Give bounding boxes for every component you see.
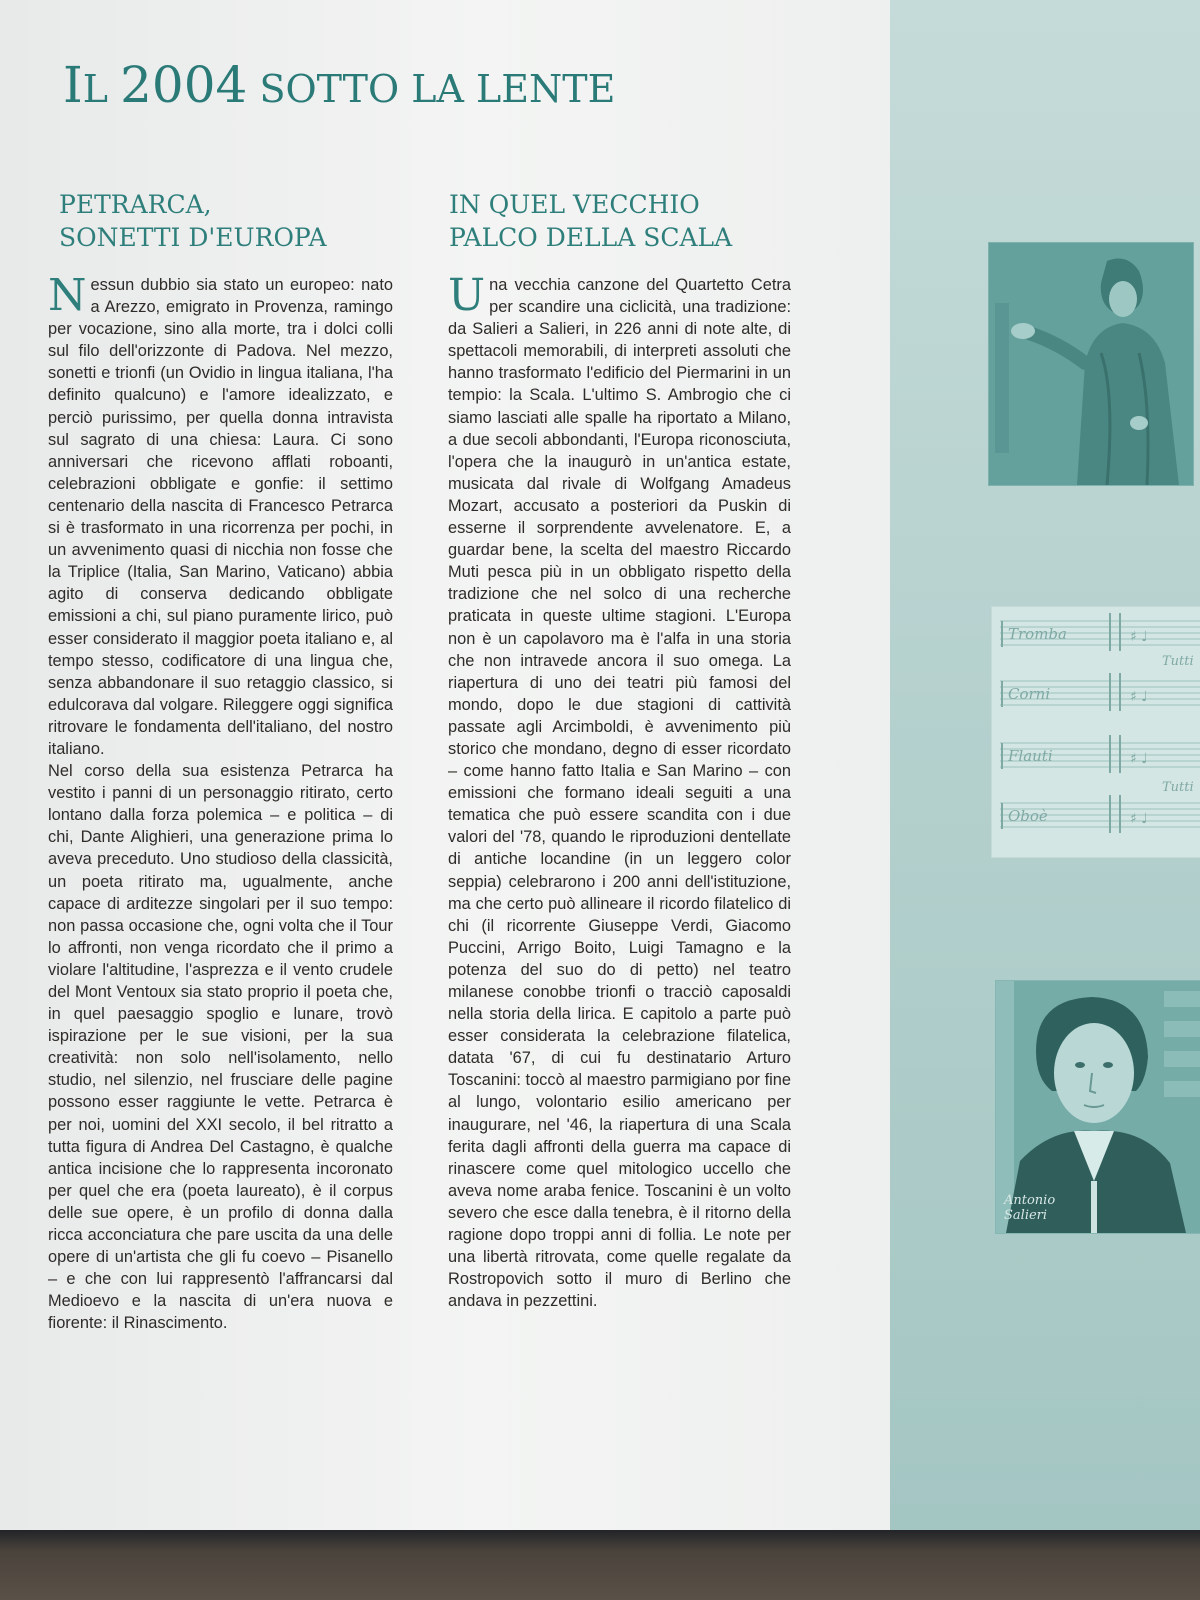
- left-column-heading: [59, 188, 327, 254]
- left-column-text: [48, 270, 393, 1335]
- salieri-caption-line-2: Salieri: [1004, 1208, 1048, 1223]
- salieri-caption-line-1: Antonio: [1004, 1193, 1056, 1208]
- left-paragraph-1-text: essun dubbio sia stato un europeo: nato a Arezzo, emigrato in Provenza, ramingo per vocazione, sino alla morte, tra i dolci colli sul filo dell'orizzonte di Padova. Nel mezzo, sonetti e trionfi (un Ovidio in lingua italiana, l'ha definito qualcuno) e l'amore idealizzato, e perciò purissimo, per quella donna intravista sul sagrato di una chiesa: Laura. Ci sono anniversari che ricevono afflati roboanti, celebrazioni obbligate e gonfie: il settimo centenario della nascita di Francesco Petrarca si è trasformato in una ricorrenza per pochi, in un avvenimento quasi di nicchia non fosse che la Triplice (Italia, San Marino, Vaticano) abbia agito di conserva dedicando obbligate emissioni a chi, sul piano puramente lirico, può esser considerato il maggior poeta italiano e, al tempo stesso, codificatore di una lingua che, senza abbandonare il suo retaggio classico, si edulcorava dal volgare. Rileggere oggi significa ritrovare le fondamenta dell'italiano, del nostro italiano.: [48, 276, 393, 758]
- score-label-corni: Corni: [1008, 685, 1051, 703]
- svg-text:♯ ♩: ♯ ♩: [1130, 689, 1148, 705]
- side-panel: [890, 0, 1200, 1530]
- right-heading-line-2: PALCO DELLA SCALA: [449, 223, 733, 252]
- left-heading-line-1: PETRARCA,: [59, 190, 212, 219]
- salieri-caption: [1004, 1193, 1064, 1223]
- right-paragraph-1: [448, 270, 791, 1312]
- svg-text:♯ ♩: ♯ ♩: [1130, 751, 1148, 767]
- score-label-tromba: Tromba: [1008, 625, 1067, 643]
- score-side-mark-1: Tutti: [1162, 654, 1194, 669]
- title-initial: I: [63, 56, 83, 114]
- svg-text:♯ ♩: ♯ ♩: [1130, 629, 1148, 645]
- left-paragraph-2: Nel corso della sua esistenza Petrarca ha vestito i panni di un personaggio ritirato, certo lontano dalla forza polemica – e politica – di chi, Dante Alighieri, una generazione prima lo aveva preceduto. Uno studioso della classicità, un poeta ritirato ma, ugualmente, anche capace di arditezze singolari per il suo tempo: non passa occasione che, ogni volta che il Tour lo affronti, non venga ricordato che il primo a violare l'altitudine, l'asprezza e il vento crudele del Mont Ventoux sia stato proprio il poeta che, in quel paesaggio spoglio e lunare, trovò ispirazione per le sue visioni, per la sua creatività: non solo nell'isolamento, nello studio, nel silenzio, nel frusciare delle pagine possono esser raggiunte le vette. Petrarca è per noi, uomini del XXI secolo, il bel ritratto a tutta figura di Andrea Del Castagno, è qualche antica incisione che lo rappresenta incoronato per quel che era (poeta laureato), è il corpus delle sue opere, è un profilo di donna dalla ricca acconciatura che pare uscita da una delle opere di un'artista che gli fu coevo – Pisanello – e che con lui rappresentò l'affrancarsi dal Medioevo e la nascita di un'era nuova e fiorente: il Rinascimento.: [48, 762, 393, 1333]
- svg-text:♯ ♩: ♯ ♩: [1130, 811, 1148, 827]
- title-initial-rest: L: [82, 67, 108, 111]
- music-score-image: [991, 606, 1200, 858]
- right-dropcap: U: [448, 270, 486, 321]
- salieri-portrait-image: [995, 980, 1200, 1234]
- left-paragraph-1: [48, 270, 393, 760]
- left-dropcap: N: [48, 270, 87, 321]
- title-year: 2004: [120, 56, 248, 114]
- title-rest: SOTTO LA LENTE: [259, 67, 616, 111]
- page-title: [63, 58, 615, 113]
- score-label-oboe: Oboè: [1008, 807, 1048, 825]
- right-heading-line-1: IN QUEL VECCHIO: [449, 190, 700, 219]
- score-label-flauti: Flauti: [1008, 747, 1053, 765]
- right-column-text: [448, 270, 791, 1312]
- left-heading-line-2: SONETTI D'EUROPA: [59, 223, 327, 252]
- right-paragraph-1-text: na vecchia canzone del Quartetto Cetra per scandire una ciclicità, una tradizione: da Salieri a Salieri, in 226 anni di note alte, di spettacoli memorabili, di interpreti assoluti che hanno trasformato l'edificio del Piermarini in un tempio: la Scala. L'ultimo S. Ambrogio che ci siamo lasciati alle spalle ha riportato a Milano, a due secoli abbondanti, l'Europa riconosciuta, l'opera che la inaugurò in un'antica estate, musicata dal rivale di Wolfgang Amadeus Mozart, accusato a posteriori da Puskin di esserne il sorprendente avvelenatore. E, a guardar bene, la scelta del maestro Riccardo Muti pesca più in un obbligato rispetto della tradizione che nel solco di una recherche praticata in queste ultime stagioni. L'Europa non è un capolavoro ma è l'alfa in una storia che non intravede ancora il suo omega. La riapertura di uno dei teatri più famosi del mondo, dopo le due stagioni di cattività passate agli Arcimboldi, è avvenimento più storico che mondano, degno di esser ricordato – come hanno fatto Italia e San Marino – con emissioni che formano ideali seguiti a una tematica che può essere scandita con i due valori del '78, quando le riproduzioni dentellate di antiche locandine (in un leggero color seppia) celebrarono i 200 anni dell'istituzione, ma che certo può allineare il ricordo filatelico di chi (il ricorrente Giuseppe Verdi, Giacomo Puccini, Arrigo Boito, Luigi Tamagno e la potenza del suo do di petto) nel teatro milanese conobbe trionfi o tracciò caposaldi nella storia della lirica. E capitolo a parte può esser considerata la celebrazione filatelica, datata '67, di cui fu destinatario Arturo Toscanini: toccò al maestro parmigiano por fine al lungo, volontario esilio americano per inaugurare, nel '46, la riapertura di una Scala ferita dagli affronti della guerra ma capace di rinascere come quel mitologico uccello che aveva nome araba fenice. Toscanini è un volto severo che esce dalla tenebra, è il ritorno della ragione dopo troppi anni di follia. Le note per una libertà ritrovata, come quelle regalate da Rostropovich sotto il muro di Berlino che andava in pezzettini.: [448, 276, 791, 1311]
- score-side-mark-2: Tutti: [1162, 780, 1194, 795]
- background-table-edge: [0, 1530, 1200, 1600]
- petrarca-portrait-image: [988, 242, 1194, 486]
- music-score-drawing: [992, 607, 1200, 857]
- petrarca-portrait-drawing: [989, 243, 1193, 485]
- right-column-heading: [449, 188, 732, 254]
